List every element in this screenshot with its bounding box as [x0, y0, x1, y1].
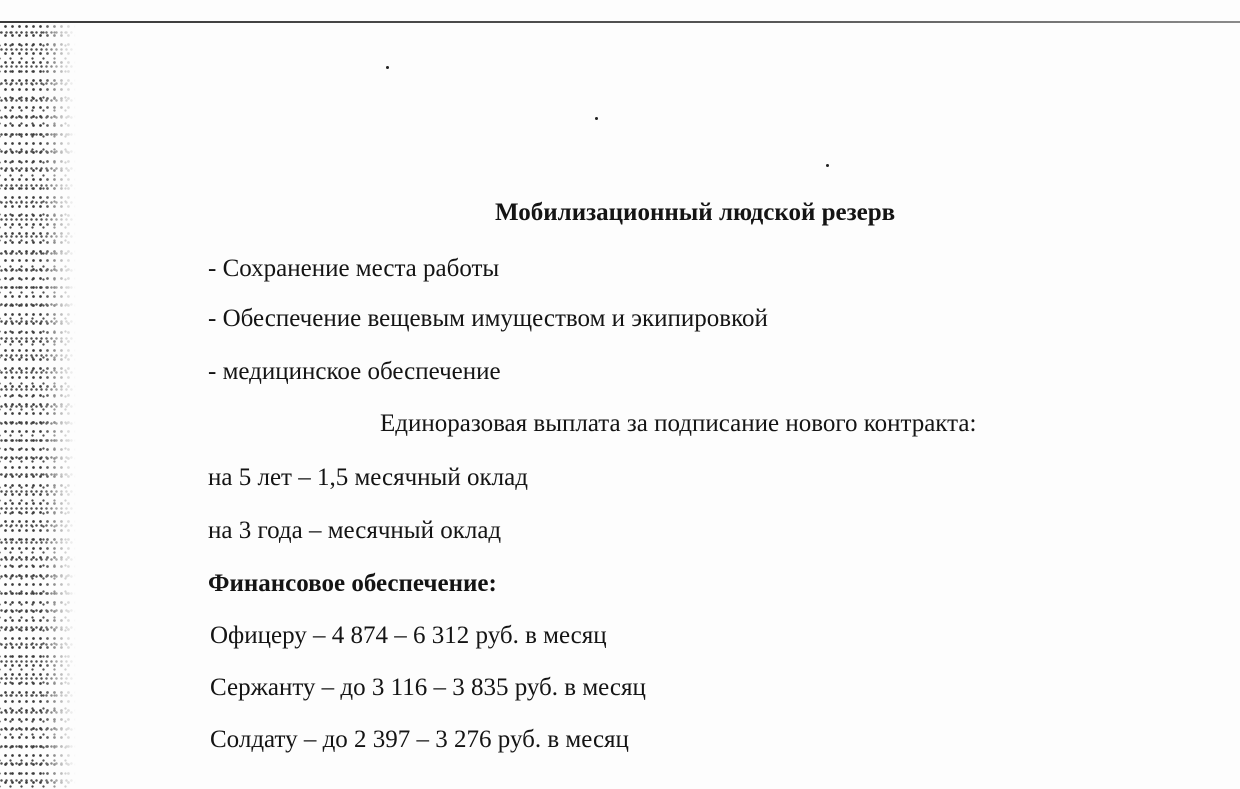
scan-speck: [386, 66, 389, 69]
finance-item: Офицеру – 4 874 – 6 312 руб. в месяц: [210, 622, 607, 649]
scan-edge-noise: [0, 22, 76, 789]
top-rule: [0, 21, 1240, 23]
payment-heading: Единоразовая выплата за подписание нового контракта:: [380, 410, 977, 437]
finance-item: Сержанту – до 3 116 – 3 835 руб. в месяц: [210, 674, 646, 701]
benefit-item: - Сохранение места работы: [208, 255, 500, 282]
payment-item: на 5 лет – 1,5 месячный оклад: [208, 464, 528, 491]
benefit-item: - Обеспечение вещевым имуществом и экипировкой: [208, 305, 768, 332]
finance-item: Солдату – до 2 397 – 3 276 руб. в месяц: [210, 726, 629, 753]
finance-heading: Финансовое обеспечение:: [208, 570, 497, 597]
scan-speck: [826, 164, 829, 167]
document-title: Мобилизационный людской резерв: [495, 199, 896, 226]
payment-item: на 3 года – месячный оклад: [208, 517, 502, 544]
scan-speck: [595, 117, 598, 120]
benefit-item: - медицинское обеспечение: [208, 358, 501, 385]
